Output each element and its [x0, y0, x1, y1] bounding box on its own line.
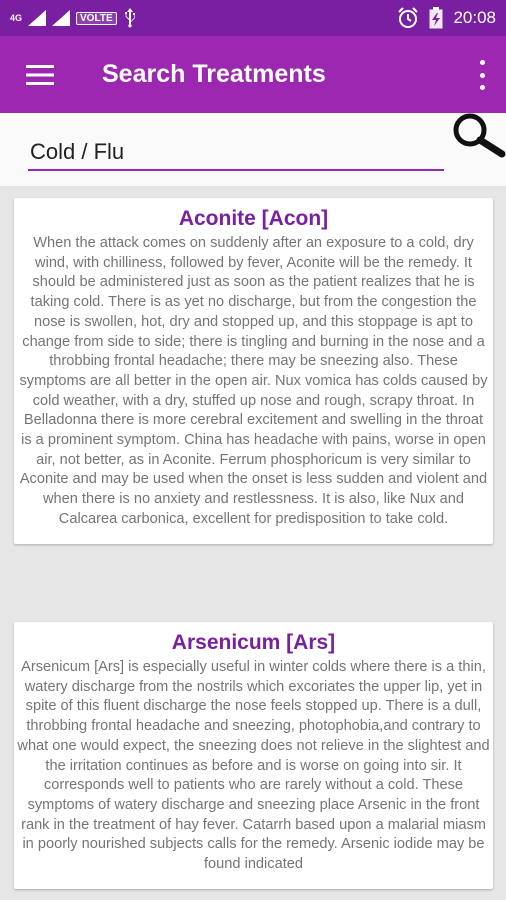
search-area	[0, 113, 506, 186]
battery-charging-icon	[429, 7, 443, 29]
signal-icon	[28, 10, 46, 26]
remedy-title: Aconite [Acon]	[178, 207, 329, 230]
results-list	[0, 186, 506, 900]
app-bar	[0, 36, 506, 113]
search-icon	[448, 110, 506, 160]
page-title: Search Treatments	[102, 60, 326, 88]
status-left	[10, 8, 137, 28]
remedy-description: Arsenicum [Ars] is especially useful in winter colds where there is a thin, watery discharge from the nostrils which excoriates the upper lip, yet in spite of this fluent discharge the nose feels stopped up. There is a dull, throbbing frontal headache and sneezing, photophobia,and contrary to what one would expect, the sneezing does not relieve in the slightest and the irritation continues as before and is worse on going into sir. It corresponds well to patients who are rarely without a cold. These symptoms of watery discharge and sneezing place Arsenic in the front rank in the treatment of hay fever. Catarrh based upon a malarial miasm in poorly nourished subjects calls for the remedy. Arsenic iodide may be found indicated	[17, 659, 490, 873]
usb-icon	[123, 8, 137, 28]
remedy-description: When the attack comes on suddenly after an exposure to a cold, dry wind, with chilliness, followed by fever, Aconite will be the remedy. It should be administered just as soon as the patient realizes that he is taking cold. There is as yet no discharge, but from the congestion the nose is swollen, hot, dry and stopped up, and this stoppage is apt to change from side to side; there is tingling and burning in the nose and a throbbing frontal headache; there may be sneezing also. These symptoms are all better in the open air. Nux vomica has colds caused by cold weather, with a dry, stuffed up nose and rough, scrapy throat. In Belladonna there is more cerebral excitement and swelling in the throat is a prominent symptom. China has headache with pains, worse in open air, not better, as in Aconite. Ferrum phosphoricum is very similar to Aconite and may be used when the onset is less sudden and violent and when there is no anxiety and restlessness. It is also, like Nux and Calcarea carbonica, excellent for predisposition to take cold.	[19, 235, 488, 527]
signal-icon-secondary	[52, 10, 70, 26]
result-card[interactable]	[14, 198, 493, 544]
network-type: 4G	[10, 13, 23, 23]
search-input[interactable]	[28, 135, 444, 171]
result-card[interactable]	[14, 622, 493, 889]
menu-button[interactable]	[0, 36, 80, 113]
more-vert-icon-dot	[480, 60, 485, 65]
status-right	[397, 7, 496, 29]
volte-badge: VOLTE	[76, 12, 117, 25]
hamburger-menu-icon	[26, 65, 54, 85]
search-button[interactable]	[448, 110, 506, 160]
status-time: 20:08	[453, 8, 496, 27]
remedy-title: Arsenicum [Ars]	[171, 631, 336, 654]
status-bar	[0, 0, 506, 36]
more-vert-icon-dot	[480, 73, 485, 78]
alarm-icon	[397, 7, 419, 29]
overflow-menu-button[interactable]	[474, 60, 490, 90]
more-vert-icon-dot	[480, 85, 485, 90]
